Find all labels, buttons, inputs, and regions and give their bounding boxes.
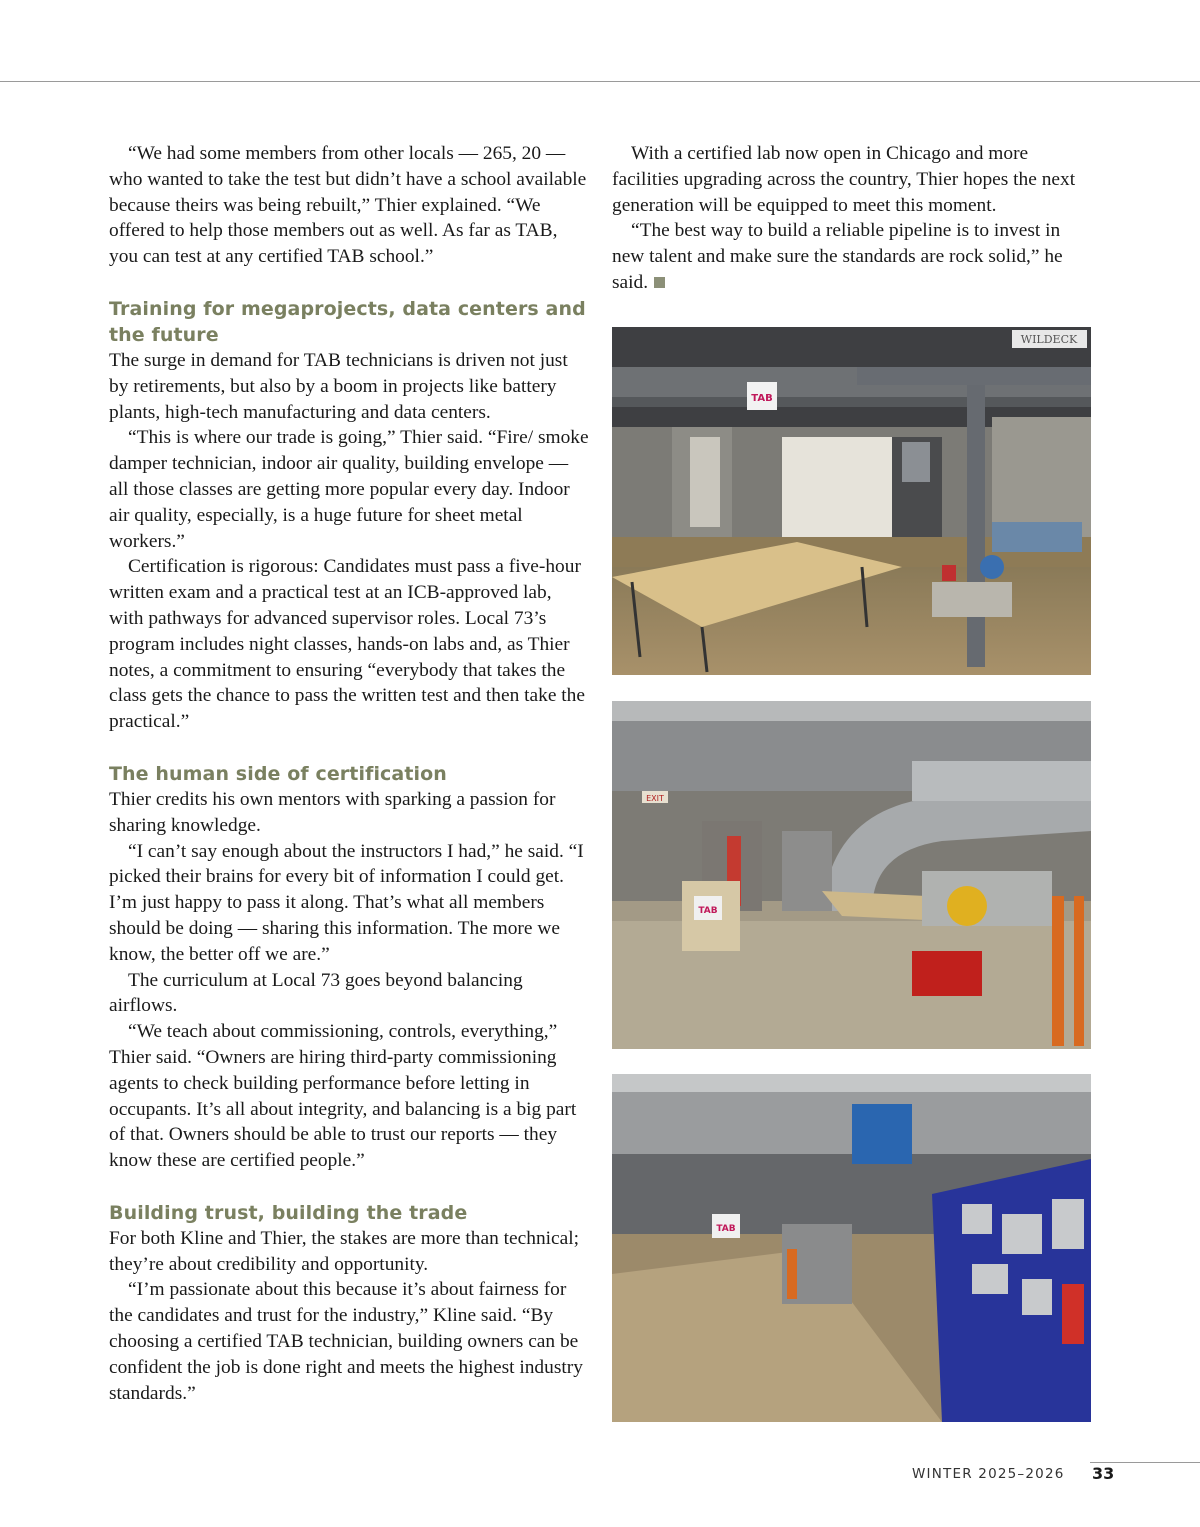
- end-of-article-mark: [654, 277, 665, 288]
- paragraph: The curriculum at Local 73 goes beyond balancing airflows.: [109, 969, 523, 1017]
- paragraph: With a certified lab now open in Chicago and more facilities upgrading across the country, Thier hopes the next generation will be equipped to meet this moment.: [612, 143, 1076, 216]
- photo-lab-table-image: [612, 327, 1091, 675]
- photo-damper-wall: [612, 1074, 1091, 1422]
- paragraph: For both Kline and Thier, the stakes are more than technical; they’re about credibility and opportunity.: [109, 1227, 580, 1275]
- footer-rule: [1090, 1462, 1200, 1463]
- paragraph-text: “The best way to build a reliable pipeline is to invest in new talent and make sure the standards are rock solid,” he said.: [612, 220, 1063, 293]
- header-rule: [0, 81, 1200, 82]
- issue-label: WINTER 2025–2026: [912, 1466, 1065, 1482]
- page-number: 33: [1092, 1464, 1115, 1483]
- section-heading: Building trust, building the trade: [109, 1201, 468, 1224]
- exit-sign-label: EXIT: [646, 794, 664, 803]
- paragraph: Thier credits his own mentors with sparking a passion for sharing knowledge.: [109, 788, 556, 836]
- paragraph: [612, 218, 1094, 295]
- tab-sign-label: TAB: [716, 1224, 736, 1234]
- photo-duct-lab: [612, 701, 1091, 1049]
- paragraph: “We teach about commissioning, controls, everything,” Thier said. “Owners are hiring third-party commissioning agents to check building performance before letting in occupants. It’s all about integrity, and balancing is a big part of that. Owners should be able to trust our reports — they know these are certified people.”: [109, 1021, 577, 1172]
- photo-duct-lab-image: [612, 701, 1091, 1049]
- article-right-column: [612, 141, 1094, 296]
- article-left-column: [109, 141, 589, 1406]
- photo-lab-table: [612, 327, 1091, 675]
- section-heading: The human side of certification: [109, 762, 447, 785]
- photo-damper-wall-image: [612, 1074, 1091, 1422]
- paragraph: “We had some members from other locals — 265, 20 — who wanted to take the test but didn’t have a school available because theirs was being rebuilt,” Thier explained. “We offered to help those members out as well. As far as TAB, you can test at any certified TAB school.”: [109, 143, 587, 268]
- paragraph: Certification is rigorous: Candidates must pass a five-hour written exam and a practical test at an ICB-approved lab, with pathways for advanced supervisor roles. Local 73’s program includes night classes, hands-on labs and, as Thier notes, a commitment to ensuring “everybody that takes the class gets the chance to pass the written test and then take the practical.”: [109, 556, 585, 733]
- tab-sign-label: TAB: [698, 906, 718, 916]
- paragraph: “I can’t say enough about the instructors I had,” he said. “I picked their brains for every bit of information I could get. I’m just happy to pass it along. That’s what all members should be doing — sharing this information. The more we know, the better off we are.”: [109, 840, 584, 965]
- section-heading: Training for megaprojects, data centers and the future: [109, 297, 586, 346]
- wildeck-sign-label: WILDECK: [1020, 333, 1078, 346]
- paragraph: “This is where our trade is going,” Thier said. “Fire/ smoke damper technician, indoor air quality, building envelope — all those classes are getting more popular every day. Indoor air quality, especially, is a huge future for sheet metal workers.”: [109, 427, 589, 552]
- paragraph: “I’m passionate about this because it’s about fairness for the candidates and trust for the industry,” Kline said. “By choosing a certified TAB technician, building owners can be confident the job is done right and meets the highest industry standards.”: [109, 1279, 583, 1404]
- tab-sign-label: TAB: [751, 393, 773, 404]
- paragraph: The surge in demand for TAB technicians is driven not just by retirements, but also by a boom in projects like battery plants, high-tech manufacturing and data centers.: [109, 349, 568, 423]
